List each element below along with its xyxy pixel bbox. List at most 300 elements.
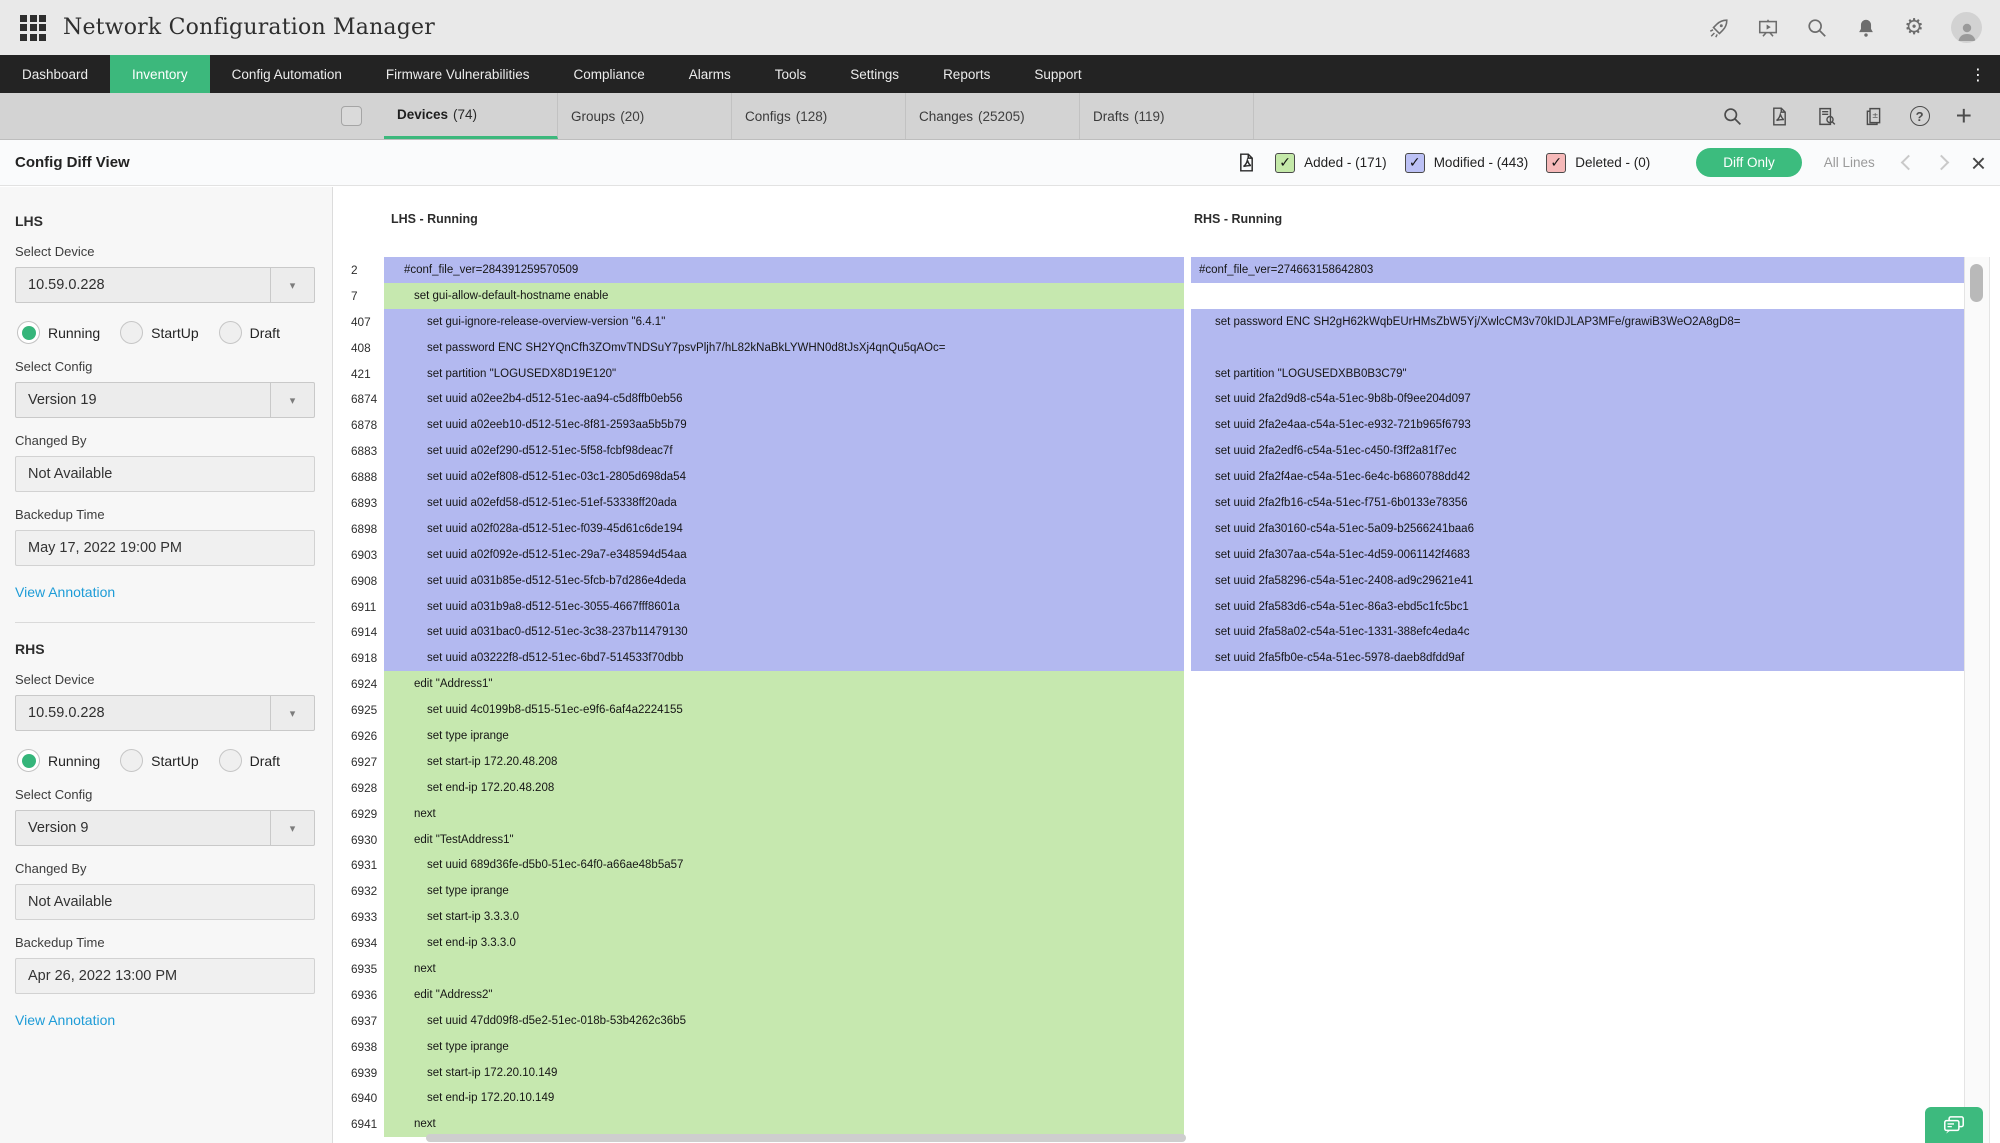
line-number: 407 [351, 314, 371, 329]
lhs-line [384, 827, 1184, 853]
line-number: 6903 [351, 547, 378, 562]
export-diff-pdf-icon[interactable] [1236, 152, 1257, 173]
lhs-line-text: next [414, 1118, 436, 1131]
lhs-line-text: set gui-ignore-release-overview-version "6.4.1" [427, 315, 666, 328]
rhs-line [1191, 542, 1964, 568]
pane-gutter [1184, 490, 1191, 516]
lhs-backedup-time-label: Backedup Time [15, 507, 105, 522]
page-title: Config Diff View [15, 154, 130, 171]
lhs-line [384, 645, 1184, 671]
lhs-line [384, 464, 1184, 490]
pane-gutter [1184, 335, 1191, 361]
lhs-line-text: next [414, 807, 436, 820]
lhs-select-config-label: Select Config [15, 359, 93, 374]
user-avatar[interactable] [1951, 12, 1982, 43]
diff-sidebar [0, 187, 333, 1143]
diff-row [334, 723, 1964, 749]
lhs-config-value: Version 19 [28, 392, 97, 408]
line-number: 6936 [351, 987, 378, 1002]
lhs-line [384, 1086, 1184, 1112]
rhs-backedup-time-value: Apr 26, 2022 13:00 PM [15, 958, 315, 994]
nav-item-label: Compliance [573, 66, 645, 82]
lhs-line-text: set uuid a031b9a8-d512-51ec-3055-4667fff8601a [427, 600, 680, 613]
rhs-line [1191, 568, 1964, 594]
lhs-line [384, 542, 1184, 568]
pane-gutter [1184, 852, 1191, 878]
line-number: 6928 [351, 780, 378, 795]
diff-row [334, 904, 1964, 930]
header-icon-group [1708, 12, 1982, 43]
rhs-line [1191, 827, 1964, 853]
lhs-config-type-radios [15, 321, 315, 344]
rhs-startup-radio[interactable] [120, 749, 143, 772]
diff-row [334, 438, 1964, 464]
startup-label: StartUp [151, 752, 199, 769]
diff-row [334, 956, 1964, 982]
deleted-checkbox[interactable]: ✓ [1546, 153, 1566, 173]
rhs-line [1191, 361, 1964, 387]
export-pdf-icon[interactable] [1769, 106, 1790, 127]
tab-count: (119) [1134, 108, 1165, 124]
lhs-line-text: set end-ip 172.20.48.208 [427, 781, 555, 794]
pane-gutter [1184, 1111, 1191, 1137]
diff-toolbar [0, 140, 2000, 186]
rhs-line-text: set uuid 2fa5fb0e-c54a-51ec-5978-daeb8dfdd9af [1215, 652, 1465, 665]
diff-row [334, 257, 1964, 283]
pane-gutter [1184, 723, 1191, 749]
pane-gutter [1184, 749, 1191, 775]
diff-row [334, 594, 1964, 620]
nav-item[interactable] [0, 55, 110, 93]
lhs-line-text: set end-ip 172.20.10.149 [427, 1092, 555, 1105]
lhs-draft-radio[interactable] [219, 321, 242, 344]
rhs-device-value: 10.59.0.228 [28, 705, 105, 721]
lhs-line [384, 438, 1184, 464]
close-icon[interactable]: × [1970, 147, 1986, 178]
lhs-line [384, 697, 1184, 723]
lhs-changed-by-value: Not Available [15, 456, 315, 492]
pane-gutter [1184, 257, 1191, 283]
added-label: Added - (171) [1304, 155, 1387, 170]
diff-row [334, 1086, 1964, 1112]
line-number: 6874 [351, 392, 378, 407]
lhs-line [384, 749, 1184, 775]
lhs-line [384, 283, 1184, 309]
prev-diff-icon[interactable] [1901, 155, 1917, 171]
lhs-line [384, 361, 1184, 387]
pane-gutter [1184, 594, 1191, 620]
rhs-line-text: set uuid 2fa58296-c54a-51ec-2408-ad9c29621e41 [1215, 574, 1474, 587]
line-number: 6918 [351, 651, 378, 666]
search-icon[interactable] [1722, 106, 1743, 127]
lhs-line [384, 412, 1184, 438]
rhs-line [1191, 257, 1964, 283]
lhs-line-text: set start-ip 172.20.48.208 [427, 755, 558, 768]
lhs-line-text: set uuid a03222f8-d512-51ec-6bd7-514533f70dbb [427, 652, 684, 665]
rhs-line [1191, 775, 1964, 801]
rhs-line-text: #conf_file_ver=274663158642803 [1199, 263, 1374, 276]
live-chat-button[interactable] [1925, 1107, 1983, 1143]
rhs-line [1191, 645, 1964, 671]
chevron-down-icon: ▾ [270, 383, 314, 417]
rhs-changed-by-value: Not Available [15, 884, 315, 920]
rhs-draft-radio[interactable] [219, 749, 242, 772]
rhs-line [1191, 801, 1964, 827]
diff-row [334, 982, 1964, 1008]
rhs-line-text: set uuid 2fa583d6-c54a-51ec-86a3-ebd5c1fc5bc1 [1215, 600, 1469, 613]
chevron-down-icon: ▾ [270, 696, 314, 730]
nav-item-label: Alarms [688, 66, 731, 82]
lhs-line-text: edit "TestAddress1" [414, 833, 514, 846]
line-number: 6908 [351, 573, 378, 588]
draft-label: Draft [249, 752, 280, 769]
rhs-device-select[interactable] [15, 695, 315, 731]
nav-item[interactable] [753, 55, 829, 93]
pane-gutter [1184, 464, 1191, 490]
pane-gutter [1184, 982, 1191, 1008]
pane-gutter [1184, 645, 1191, 671]
rhs-backedup-time-label: Backedup Time [15, 935, 105, 950]
line-number: 6926 [351, 728, 378, 743]
diff-row [334, 775, 1964, 801]
rhs-line [1191, 982, 1964, 1008]
inventory-sub-bar [0, 93, 2000, 140]
sidebar-divider [15, 622, 315, 623]
nav-item-label: Config Automation [231, 66, 342, 82]
nav-item-label: Inventory [132, 66, 188, 82]
added-checkbox[interactable]: ✓ [1275, 153, 1295, 173]
line-number: 6931 [351, 858, 378, 873]
rhs-line-text: set password ENC SH2gH62kWqbEUrHMsZbW5Yj/XwlcCM3v70kIDJLAP3MFe/grawiB3WeO2A8gD8= [1215, 315, 1741, 328]
vertical-scrollbar-thumb[interactable] [1970, 264, 1983, 302]
lhs-line [384, 956, 1184, 982]
diff-pager [1903, 157, 1947, 168]
nav-item[interactable] [551, 55, 666, 93]
lhs-line-text: set uuid a02f028a-d512-51ec-f039-45d61c6de194 [427, 522, 683, 535]
rhs-line-text: set uuid 2fa2e4aa-c54a-51ec-e932-721b965f6793 [1215, 419, 1471, 432]
nav-item[interactable] [210, 55, 364, 93]
line-number: 6933 [351, 910, 378, 925]
lhs-backedup-time-value: May 17, 2022 19:00 PM [15, 530, 315, 566]
lhs-line-text: set type iprange [427, 885, 509, 898]
pane-gutter [1184, 801, 1191, 827]
rhs-select-config-label: Select Config [15, 787, 93, 802]
rhs-line [1191, 283, 1964, 309]
lhs-running-radio[interactable] [17, 321, 40, 344]
line-number: 6911 [351, 599, 377, 614]
line-number: 6939 [351, 1065, 378, 1080]
diff-row [334, 568, 1964, 594]
rhs-line [1191, 1060, 1964, 1086]
lhs-select-device-label: Select Device [15, 244, 95, 259]
lhs-line [384, 257, 1184, 283]
lhs-section-title: LHS [15, 213, 43, 229]
pane-gutter [1184, 1008, 1191, 1034]
line-number: 6883 [351, 444, 378, 459]
rhs-line-text: set partition "LOGUSEDXBB0B3C79" [1215, 367, 1407, 380]
diff-row [334, 749, 1964, 775]
lhs-pane-header: LHS - Running [391, 212, 478, 226]
nav-item[interactable] [921, 55, 1012, 93]
diff-view [334, 187, 2000, 1143]
rhs-line [1191, 671, 1964, 697]
diff-rows [334, 257, 1964, 1137]
line-number: 6914 [351, 625, 378, 640]
main-nav [0, 55, 2000, 93]
diff-row [334, 619, 1964, 645]
tab-count: (20) [620, 108, 645, 124]
lhs-startup-radio[interactable] [120, 321, 143, 344]
lhs-line [384, 982, 1184, 1008]
next-diff-icon[interactable] [1934, 155, 1950, 171]
lhs-line [384, 335, 1184, 361]
presentation-icon[interactable] [1757, 17, 1779, 39]
pane-gutter [1184, 283, 1191, 309]
diff-row [334, 827, 1964, 853]
nav-item-label: Tools [774, 66, 807, 82]
lhs-line-text: set partition "LOGUSEDX8D19E120" [427, 367, 617, 380]
pane-gutter [1184, 619, 1191, 645]
nav-item[interactable] [110, 55, 210, 93]
diff-row [334, 335, 1964, 361]
line-number: 6888 [351, 470, 378, 485]
all-lines-button[interactable]: All Lines [1823, 155, 1875, 170]
lhs-view-annotation-link[interactable]: View Annotation [15, 584, 116, 600]
diff-only-button[interactable]: Diff Only [1696, 148, 1802, 177]
rhs-line-text: set uuid 2fa2f4ae-c54a-51ec-6e4c-b6860788dd42 [1215, 471, 1471, 484]
deleted-label: Deleted - (0) [1575, 155, 1651, 170]
diff-row [334, 801, 1964, 827]
pane-gutter [1184, 1060, 1191, 1086]
rhs-changed-by-label: Changed By [15, 861, 87, 876]
startup-label: StartUp [151, 324, 199, 341]
rhs-config-value: Version 9 [28, 820, 89, 836]
line-number: 6934 [351, 936, 378, 951]
nav-item[interactable] [364, 55, 552, 93]
rhs-config-type-radios [15, 749, 315, 772]
nav-item[interactable] [667, 55, 753, 93]
select-all-checkbox[interactable] [341, 106, 362, 126]
line-number: 6924 [351, 677, 378, 692]
rhs-line-text: set uuid 2fa30160-c54a-51ec-5a09-b2566241baa6 [1215, 522, 1474, 535]
pane-gutter [1184, 309, 1191, 335]
lhs-device-select[interactable] [15, 267, 315, 303]
lhs-line-text: #conf_file_ver=284391259570509 [404, 263, 579, 276]
nav-more-icon[interactable]: ⋮ [1970, 64, 1986, 84]
lhs-line-text: set uuid 4c0199b8-d515-51ec-e9f6-6af4a2224155 [427, 704, 683, 717]
diff-row [334, 852, 1964, 878]
inventory-tabs [384, 93, 1254, 139]
app-header [0, 0, 2000, 55]
inventory-tab[interactable] [732, 93, 906, 139]
line-number: 408 [351, 340, 371, 355]
rhs-line-text: set uuid 2fa307aa-c54a-51ec-4d59-0061142f4683 [1215, 548, 1470, 561]
rhs-line [1191, 619, 1964, 645]
pane-gutter [1184, 827, 1191, 853]
rhs-line [1191, 594, 1964, 620]
rhs-line [1191, 412, 1964, 438]
rhs-view-annotation-link[interactable]: View Annotation [15, 1012, 116, 1028]
line-number: 6878 [351, 418, 378, 433]
rhs-line [1191, 335, 1964, 361]
inventory-tab[interactable] [906, 93, 1080, 139]
line-number: 6925 [351, 703, 378, 718]
inventory-tab[interactable] [384, 93, 558, 139]
lhs-line-text: set uuid a02efd58-d512-51ec-51ef-53338ff20ada [427, 496, 677, 509]
rhs-line [1191, 930, 1964, 956]
lhs-line [384, 671, 1184, 697]
rhs-line [1191, 1086, 1964, 1112]
running-label: Running [48, 324, 101, 341]
app-grid-icon[interactable] [20, 15, 46, 41]
lhs-line-text: set uuid 689d36fe-d5b0-51ec-64f0-a66ae48b5a57 [427, 859, 684, 872]
tab-label: Drafts [1093, 108, 1130, 124]
rhs-line [1191, 490, 1964, 516]
rhs-line [1191, 852, 1964, 878]
line-number: 2 [351, 262, 358, 277]
rhs-line [1191, 723, 1964, 749]
rhs-line [1191, 749, 1964, 775]
diff-row [334, 361, 1964, 387]
lhs-line-text: set uuid a031bac0-d512-51ec-3c38-237b11479130 [427, 626, 688, 639]
lhs-line-text: next [414, 962, 436, 975]
horizontal-scrollbar-thumb[interactable] [426, 1134, 1186, 1142]
chevron-down-icon: ▾ [270, 811, 314, 845]
inventory-tab[interactable] [558, 93, 732, 139]
rhs-running-radio[interactable] [17, 749, 40, 772]
diff-row [334, 412, 1964, 438]
diff-row [334, 671, 1964, 697]
inventory-tab[interactable] [1080, 93, 1254, 139]
lhs-line-text: edit "Address1" [414, 678, 493, 691]
lhs-line [384, 723, 1184, 749]
tab-count: (128) [795, 108, 828, 124]
chevron-down-icon: ▾ [270, 268, 314, 302]
lhs-line-text: set uuid a02f092e-d512-51ec-29a7-e348594d54aa [427, 548, 687, 561]
rhs-pane-header: RHS - Running [1194, 212, 1283, 226]
lhs-line-text: set type iprange [427, 1040, 509, 1053]
rocket-icon[interactable] [1708, 17, 1730, 39]
diff-row [334, 464, 1964, 490]
nav-item-label: Firmware Vulnerabilities [385, 66, 530, 82]
nav-item[interactable] [828, 55, 921, 93]
diff-row [334, 697, 1964, 723]
lhs-changed-by-label: Changed By [15, 433, 87, 448]
diff-row [334, 1034, 1964, 1060]
nav-item-label: Support [1034, 66, 1082, 82]
lhs-line [384, 930, 1184, 956]
rhs-line-text: set uuid 2fa2fb16-c54a-51ec-f751-6b0133e78356 [1215, 496, 1468, 509]
modified-checkbox[interactable]: ✓ [1405, 153, 1425, 173]
search-icon[interactable] [1806, 17, 1828, 39]
modified-label: Modified - (443) [1433, 155, 1529, 170]
diff-row [334, 645, 1964, 671]
diff-row [334, 542, 1964, 568]
lhs-line-text: set password ENC SH2YQnCfh3ZOmvTNDSuY7psvPljh7/hL82kNaBkLYWHN0d8tJsXj4qnQu5qAOc= [427, 341, 946, 354]
rhs-line-text: set uuid 2fa2edf6-c54a-51ec-c450-f3ff2a81f7ec [1215, 445, 1457, 458]
line-number: 6938 [351, 1039, 378, 1054]
rhs-line [1191, 1111, 1964, 1137]
nav-item-label: Dashboard [22, 66, 89, 82]
rhs-line-text: set uuid 2fa2d9d8-c54a-51ec-9b8b-0f9ee204d097 [1215, 393, 1471, 406]
tab-count: (25205) [978, 108, 1025, 124]
tab-count: (74) [453, 107, 478, 122]
lhs-line-text: set uuid a02ee2b4-d512-51ec-aa94-c5d8ffb0eb56 [427, 393, 683, 406]
add-device-icon[interactable]: + [1955, 100, 1972, 131]
sub-bar-actions [1722, 93, 1972, 139]
lhs-line-text: set uuid a02eeb10-d512-51ec-8f81-2593aa5b5b79 [427, 419, 687, 432]
diff-row [334, 930, 1964, 956]
lhs-line-text: set uuid a031b85e-d512-51ec-5fcb-b7d286e4deda [427, 574, 686, 587]
line-number: 6929 [351, 806, 378, 821]
nav-item-label: Settings [850, 66, 900, 82]
lhs-line [384, 1060, 1184, 1086]
diff-row [334, 309, 1964, 335]
pane-gutter [1184, 516, 1191, 542]
pane-gutter [1184, 904, 1191, 930]
rhs-line-text: set uuid 2fa58a02-c54a-51ec-1331-388efc4eda4c [1215, 626, 1470, 639]
lhs-line-text: set start-ip 172.20.10.149 [427, 1066, 558, 1079]
pane-gutter [1184, 1086, 1191, 1112]
nav-item[interactable] [1012, 55, 1103, 93]
lhs-line [384, 516, 1184, 542]
vertical-scrollbar[interactable] [1964, 257, 1990, 1143]
lhs-line-text: set end-ip 3.3.3.0 [427, 937, 516, 950]
line-number: 6927 [351, 754, 378, 769]
pane-gutter [1184, 697, 1191, 723]
running-label: Running [48, 752, 101, 769]
pane-gutter [1184, 386, 1191, 412]
tab-label: Changes [919, 108, 974, 124]
diff-row [334, 283, 1964, 309]
line-number: 6898 [351, 521, 378, 536]
rhs-line [1191, 309, 1964, 335]
line-number: 6940 [351, 1091, 378, 1106]
gear-icon[interactable]: ⚙ [1904, 14, 1924, 40]
svg-text:±: ± [1871, 110, 1879, 120]
rhs-section-title: RHS [15, 641, 45, 657]
lhs-line [384, 386, 1184, 412]
rhs-config-select[interactable] [15, 810, 315, 846]
diff-report-icon[interactable] [1863, 106, 1884, 127]
lhs-line-text: set uuid a02ef808-d512-51ec-03c1-2805d698da54 [427, 471, 686, 484]
lhs-line-text: edit "Address2" [414, 988, 493, 1001]
lhs-line [384, 1034, 1184, 1060]
chat-bubbles-icon [1941, 1112, 1967, 1138]
help-icon[interactable]: ? [1910, 106, 1930, 126]
lhs-line-text: set gui-allow-default-hostname enable [414, 289, 609, 302]
tab-label: Groups [571, 108, 616, 124]
tab-label: Configs [745, 108, 791, 124]
bell-icon[interactable] [1855, 17, 1877, 39]
config-search-icon[interactable] [1816, 106, 1837, 127]
lhs-line [384, 904, 1184, 930]
line-number: 6930 [351, 832, 378, 847]
line-number: 6935 [351, 961, 378, 976]
lhs-line [384, 801, 1184, 827]
pane-gutter [1184, 438, 1191, 464]
pane-gutter [1184, 930, 1191, 956]
pane-gutter [1184, 775, 1191, 801]
lhs-config-select[interactable] [15, 382, 315, 418]
pane-gutter [1184, 361, 1191, 387]
lhs-line [384, 619, 1184, 645]
rhs-line [1191, 1008, 1964, 1034]
diff-row [334, 490, 1964, 516]
pane-gutter [1184, 671, 1191, 697]
line-number: 421 [351, 366, 371, 381]
rhs-line [1191, 956, 1964, 982]
